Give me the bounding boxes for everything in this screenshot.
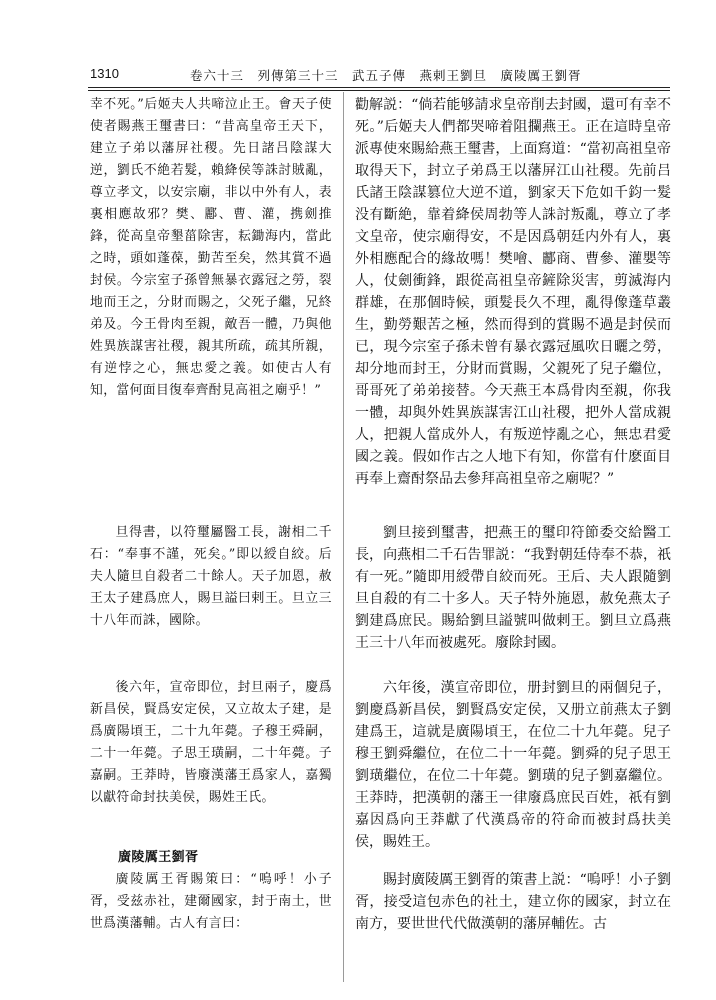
translation-paragraph-1: 勸解説：“倘若能够請求皇帝削去封國，還可有幸不死。”后姬夫人們都哭啼着阻攔燕王。正在這時皇帝派專使來賜給燕王璽書，上面寫道：“當初高祖皇帝取得天下，封立子弟爲王以藩屏江山社稷。先前吕氏諸王陰謀篡位大逆不道，劉家天下危如千鈞一髮没有斷絶，靠着絳侯周勃等人誅討叛亂，尊立了孝文皇帝，使宗廟得安，不是因爲朝廷内外有人，裏外相應配合的緣故嗎！樊噲、酈商、曹參、灌嬰等人，仗劍衝鋒，跟從高祖皇帝鏟除災害，剪滅海内群雄，在那個時候，頭髮長久不理，亂得像蓬草叢生，勤勞艱苦之極，然而得到的賞賜不過是封侯而已，現今宗室子孫未曾有暴衣露冠風吹日曬之勞，却分地而封王，分財而賞賜，父親死了兒子繼位，哥哥死了弟弟接替。今天燕王本爲骨肉至親，你我一體，却與外姓異族謀害江山社稷，把外人當成親人，把親人當成外人，有叛逆悖亂之心，無忠君愛國之義。假如作古之人地下有知，你當有什麽面目再奉上齋酎祭品去參拜高祖皇帝之廟呢？” [355, 97, 671, 487]
translation-paragraph-3: 六年後，漢宣帝即位，册封劉旦的兩個兒子，劉慶爲新昌侯，劉賢爲安定侯，又册立前燕太子劉建爲王，這就是廣陽頃王，在位二十九年薨。兒子穆王劉舜繼位，在位二十一年薨。劉舜的兒子思王劉璜繼位，在位二十年薨。劉璜的兒子劉嘉繼位。王莽時，把漢朝的藩王一律廢爲庶民百姓，祇有劉嘉因爲向王莽獻了代漢爲帝的符命而被封爲扶美侯，賜姓王。 [355, 680, 671, 850]
translation-paragraph-4: 賜封廣陵厲王劉胥的策書上説：“嗚呼！小子劉胥，接受這包赤色的社土，建立你的國家，封立在南方，要世世代代做漢朝的藩屏輔佐。古 [355, 872, 671, 932]
header-rule-top [88, 87, 670, 88]
classical-paragraph-3: 後六年，宣帝即位，封旦兩子，慶爲新昌侯，賢爲安定侯，又立故太子建，是爲廣陽頃王，二十九年薨。子穆王舜嗣，二十一年薨。子思王璜嗣，二十年薨。子嘉嗣。王莽時，皆廢漢藩王爲家人，嘉獨以獻符命封扶美侯，賜姓王氏。 [90, 680, 332, 805]
header-rule-bottom [88, 90, 670, 91]
section-heading: 廣陵厲王劉胥 [118, 850, 199, 865]
running-title: 卷六十三 列傳第三十三 武五子傳 燕剌王劉旦 廣陵厲王劉胥 [190, 68, 582, 83]
page-number: 1310 [90, 66, 119, 81]
column-divider [343, 92, 344, 982]
classical-paragraph-4: 廣陵厲王胥賜策曰：“嗚呼！小子胥，受兹赤社，建爾國家，封于南土，世世爲漢藩輔。古人有言曰： [90, 872, 332, 931]
classical-paragraph-1: 幸不死。”后姬夫人共啼泣止王。會天子使使者賜燕王璽書曰：“昔高皇帝王天下，建立子弟以藩屏社稷。先日諸吕陰謀大逆，劉氏不絶若髮，賴絳侯等誅討賊亂，尊立孝文，以安宗廟，非以中外有人，表裏相應故邪？樊、酈、曹、灌，携劍推鋒，從高皇帝墾菑除害，耘鋤海内，當此之時，頭如蓬葆，勤苦至矣，然其賞不過封侯。今宗室子孫曾無暴衣露冠之勞，裂地而王之，分財而賜之，父死子繼，兄終弟及。今王骨肉至親，敵吾一體，乃與他姓異族謀害社稷，親其所疏，疏其所親，有逆悖之心，無忠愛之義。如使古人有知，當何面目復奉齊酎見高祖之廟乎！” [90, 97, 332, 398]
classical-paragraph-2: 旦得書，以符璽屬醫工長，謝相二千石：“奉事不謹，死矣。”即以綬自絞。后夫人隨旦自殺者二十餘人。天子加恩，赦王太子建爲庶人，賜旦謚曰剌王。旦立三十八年而誅，國除。 [90, 525, 332, 628]
translation-paragraph-2: 劉旦接到璽書，把燕王的璽印符節委交給醫工長，向燕相二千石告罪説：“我對朝廷侍奉不恭，祇有一死。”隨即用綬帶自絞而死。王后、夫人跟隨劉旦自殺的有二十多人。天子特外施恩，赦免燕太子劉建爲庶民。賜給劉旦謚號叫做剌王。劉旦立爲燕王三十八年而被處死。廢除封國。 [355, 525, 671, 651]
page-header [90, 66, 670, 86]
